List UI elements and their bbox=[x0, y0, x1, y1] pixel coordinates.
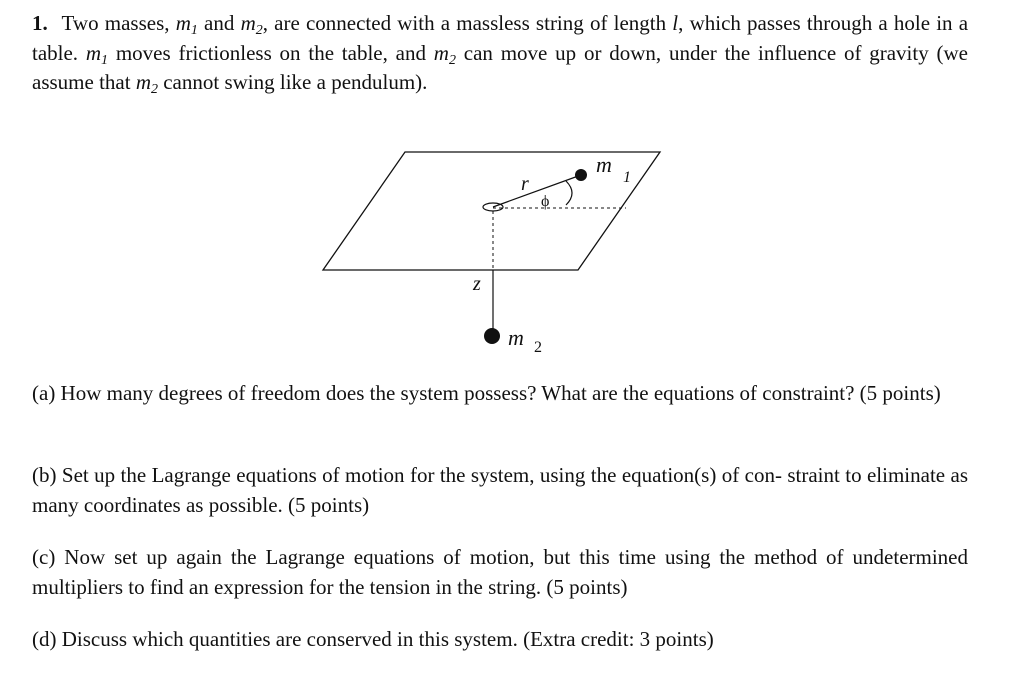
question-a: (a) How many degrees of freedom does the system possess? What are the equations of constraint? (5 points) bbox=[32, 381, 941, 405]
intro-text-5: can move up or down, under the influence of gravity (we assume that bbox=[32, 40, 968, 94]
symbol-m1: $m_1$ bbox=[175, 11, 198, 38]
symbol-length: l bbox=[672, 11, 679, 35]
mass-m2 bbox=[484, 328, 500, 344]
symbol-m2: $m_2$ bbox=[240, 11, 263, 38]
symbol-m2-second: $m_2$ bbox=[433, 40, 456, 68]
question-c: (c) Now set up again the Lagrange equations of motion, but this time using the method of undetermined multipliers to find an expression for the tension in the string. (5 points) bbox=[32, 545, 968, 599]
label-m1-sub: 1 bbox=[623, 169, 631, 186]
question-d: (d) Discuss which quantities are conserved in this system. (Extra credit: 3 points) bbox=[32, 627, 714, 651]
problem-number: 1. bbox=[32, 11, 48, 35]
question-b: (b) Set up the Lagrange equations of motion for the system, using the equation(s) of con- straint to eliminate as many coordinates as possible. (5 points) bbox=[32, 463, 968, 517]
label-m2: m bbox=[508, 325, 524, 350]
label-r: r bbox=[521, 173, 529, 195]
mass-m1 bbox=[575, 169, 587, 181]
label-m2-sub: 2 bbox=[534, 339, 542, 356]
intro-and: and bbox=[204, 11, 235, 35]
symbol-m1-second: $m_1$ bbox=[85, 40, 109, 68]
intro-text-2: , are connected with a massless string of length bbox=[262, 11, 667, 35]
label-m1: m bbox=[596, 152, 612, 177]
label-phi: ϕ bbox=[541, 193, 550, 210]
intro-text-3: , which passes through a hole in a table. bbox=[32, 11, 969, 65]
label-z: z bbox=[473, 273, 481, 295]
intro-text-6: cannot swing like a pendulum). bbox=[163, 70, 428, 94]
intro-text-1: Two masses, bbox=[61, 11, 170, 35]
intro-text-4: moves frictionless on the table, and bbox=[115, 40, 426, 65]
symbol-m2-third: $m_2$ bbox=[135, 70, 158, 97]
angle-arc bbox=[566, 181, 572, 205]
